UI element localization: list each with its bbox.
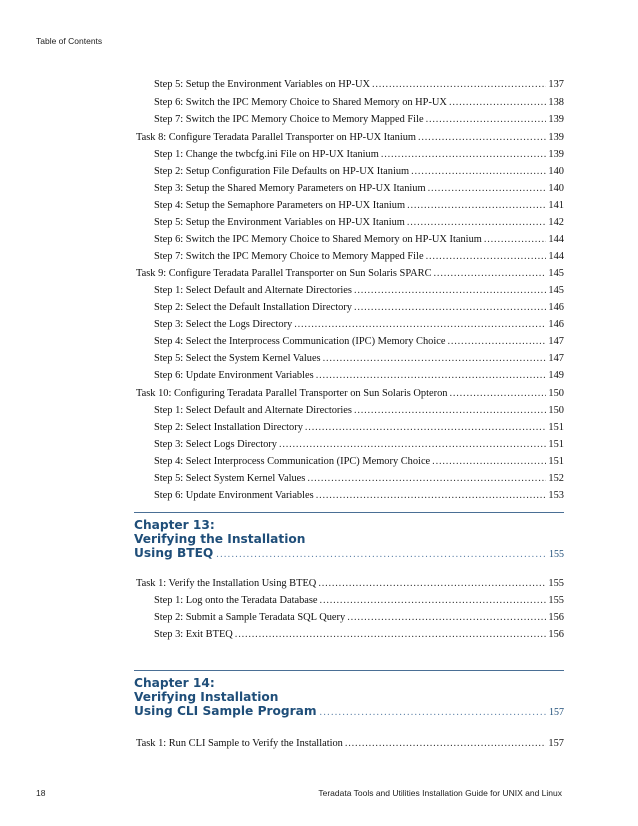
leader-dots [318,578,546,590]
footer-book-title: Teradata Tools and Utilities Installation Guide for UNIX and Linux [318,788,562,798]
leader-dots [279,439,546,451]
toc-entry[interactable] [154,319,564,331]
toc-task-entry[interactable] [136,738,564,750]
toc-entry-page: 139 [548,132,564,143]
chapter-title-line: Verifying Installation [134,690,279,704]
toc-entry-page: 151 [548,422,564,433]
leader-dots [449,97,546,109]
chapter-number: Chapter 13: [134,518,215,532]
toc-entry-text: Step 5: Setup the Environment Variables on HP-UX [154,79,370,90]
leader-dots [418,132,546,144]
chapter-page: 155 [549,549,564,560]
toc-entry-text: Step 5: Select the System Kernel Values [154,353,321,364]
toc-entry-text: Step 1: Select Default and Alternate Directories [154,285,352,296]
toc-entry-text: Step 5: Select System Kernel Values [154,473,306,484]
toc-entry-text: Step 2: Setup Configuration File Defaults on HP-UX Itanium [154,166,410,177]
toc-entry-text: Step 3: Select the Logs Directory [154,319,293,330]
toc-entry[interactable] [154,353,564,365]
toc-entry-page: 150 [548,388,564,399]
toc-entry-text: Step 6: Update Environment Variables [154,490,314,501]
chapter-number: Chapter 14: [134,676,215,690]
toc-entry[interactable] [154,490,564,502]
toc-entry-page: 145 [548,268,564,279]
toc-entry-page: 150 [548,405,564,416]
toc-entry-text: Step 4: Select Interprocess Communication (IPC) Memory Choice [154,456,431,467]
leader-dots [432,456,546,468]
toc-entry-page: 155 [548,595,564,606]
leader-dots [447,336,546,348]
leader-dots [305,422,547,434]
toc-entry-text: Task 1: Run CLI Sample to Verify the Installation [136,738,343,749]
toc-entry[interactable] [154,456,564,468]
toc-entry-page: 138 [548,97,564,108]
toc-entry-text: Step 2: Submit a Sample Teradata SQL Query [154,612,346,623]
toc-entry-page: 153 [548,490,564,501]
toc-entry[interactable] [154,439,564,451]
toc-entry-page: 139 [548,114,564,125]
toc-entry[interactable] [154,405,564,417]
toc-entry[interactable] [154,79,564,91]
toc-entry-text: Step 1: Log onto the Teradata Database [154,595,318,606]
toc-entry-text: Task 10: Configuring Teradata Parallel Transporter on Sun Solaris Opteron [136,388,448,399]
toc-entry-page: 151 [548,439,564,450]
toc-entry-page: 146 [548,302,564,313]
toc-entry[interactable] [154,234,564,246]
leader-dots [484,234,547,246]
leader-dots [216,548,546,562]
chapter-title-line: Using CLI Sample Program [134,704,317,718]
chapter-title-line: Verifying the Installation [134,532,306,546]
toc-entry-text: Step 3: Select Logs Directory [154,439,277,450]
chapter-divider [134,512,564,513]
chapter-14-heading[interactable] [134,670,564,720]
toc-entry-page: 141 [548,200,564,211]
leader-dots [354,302,546,314]
toc-entry-page: 146 [548,319,564,330]
leader-dots [345,738,547,750]
toc-entry-page: 147 [548,336,564,347]
leader-dots [294,319,546,331]
toc-entry-text: Step 2: Select the Default Installation Directory [154,302,352,313]
toc-entry[interactable] [154,166,564,178]
leader-dots [316,370,547,382]
toc-entry-text: Step 4: Setup the Semaphore Parameters on HP-UX Itanium [154,200,406,211]
toc-entry-text: Step 5: Setup the Environment Variables on HP-UX Itanium [154,217,405,228]
toc-entry-text: Step 7: Switch the IPC Memory Choice to Memory Mapped File [154,251,424,262]
chapter-divider [134,670,564,671]
chapter-13-heading[interactable] [134,512,564,562]
toc-entry-page: 155 [548,578,564,589]
toc-entry[interactable] [154,200,564,212]
toc-entry[interactable] [154,285,564,297]
toc-entry[interactable] [154,149,564,161]
toc-entry-text: Step 7: Switch the IPC Memory Choice to Memory Mapped File [154,114,424,125]
toc-task-entry[interactable] [136,132,564,144]
leader-dots [323,353,547,365]
toc-entry[interactable] [154,422,564,434]
toc-entry-page: 137 [548,79,564,90]
toc-entry-page: 151 [548,456,564,467]
toc-entry-page: 144 [548,234,564,245]
leader-dots [316,490,547,502]
leader-dots [434,268,547,280]
toc-entry-text: Step 3: Setup the Shared Memory Parameters on HP-UX Itanium [154,183,426,194]
toc-entry[interactable] [154,217,564,229]
running-header: Table of Contents [36,36,103,46]
leader-dots [407,217,547,229]
leader-dots [320,706,546,720]
toc-entry-page: 139 [548,149,564,160]
chapter-page: 157 [549,707,564,718]
toc-entry[interactable] [154,629,564,641]
toc-entry-page: 156 [548,629,564,640]
toc-entry-page: 157 [548,738,564,749]
toc-entry-text: Step 6: Update Environment Variables [154,370,314,381]
toc-entry-page: 149 [548,370,564,381]
leader-dots [426,251,547,263]
chapter-14-title [134,676,564,720]
toc-entry-page: 144 [548,251,564,262]
leader-dots [411,166,546,178]
toc-entry[interactable] [154,302,564,314]
toc-entry[interactable] [154,612,564,624]
chapter-title-row [134,704,564,720]
chapter-title-line: Using BTEQ [134,546,214,560]
leader-dots [372,79,546,91]
leader-dots [449,388,546,400]
leader-dots [426,114,547,126]
toc-entry-page: 147 [548,353,564,364]
leader-dots [381,149,547,161]
toc-entry[interactable] [154,251,564,263]
leader-dots [354,285,546,297]
toc-task-entry[interactable] [136,388,564,400]
toc-entry[interactable] [154,183,564,195]
leader-dots [347,612,546,624]
leader-dots [307,473,546,485]
toc-entry-text: Task 1: Verify the Installation Using BTEQ [136,578,317,589]
leader-dots [428,183,547,195]
leader-dots [320,595,547,607]
toc-entry-page: 140 [548,183,564,194]
toc-entry-text: Task 8: Configure Teradata Parallel Transporter on HP-UX Itanium [136,132,416,143]
chapter-title-row [134,546,564,562]
toc-task-entry[interactable] [136,268,564,280]
toc-entry-text: Step 2: Select Installation Directory [154,422,303,433]
toc-entry-page: 156 [548,612,564,623]
toc-entry-text: Step 1: Select Default and Alternate Directories [154,405,352,416]
leader-dots [354,405,546,417]
leader-dots [407,200,546,212]
leader-dots [235,629,547,641]
toc-entry-page: 140 [548,166,564,177]
toc-entry[interactable] [154,370,564,382]
chapter-13-title [134,518,564,562]
toc-entry-page: 142 [548,217,564,228]
toc-task-entry[interactable] [136,578,564,590]
toc-entry-page: 152 [548,473,564,484]
toc-entry-text: Step 3: Exit BTEQ [154,629,233,640]
toc-entry[interactable] [154,114,564,126]
toc-entry[interactable] [154,595,564,607]
toc-entry-text: Task 9: Configure Teradata Parallel Transporter on Sun Solaris SPARC [136,268,432,279]
toc-entry[interactable] [154,97,564,109]
toc-entry-text: Step 4: Select the Interprocess Communication (IPC) Memory Choice [154,336,446,347]
toc-entry[interactable] [154,473,564,485]
toc-entry-page: 145 [548,285,564,296]
toc-entry-text: Step 6: Switch the IPC Memory Choice to Shared Memory on HP-UX [154,97,447,108]
toc-entry[interactable] [154,336,564,348]
footer-page-number: 18 [36,788,46,798]
toc-entry-text: Step 1: Change the twbcfg.ini File on HP-UX Itanium [154,149,379,160]
toc-entry-text: Step 6: Switch the IPC Memory Choice to Shared Memory on HP-UX Itanium [154,234,482,245]
